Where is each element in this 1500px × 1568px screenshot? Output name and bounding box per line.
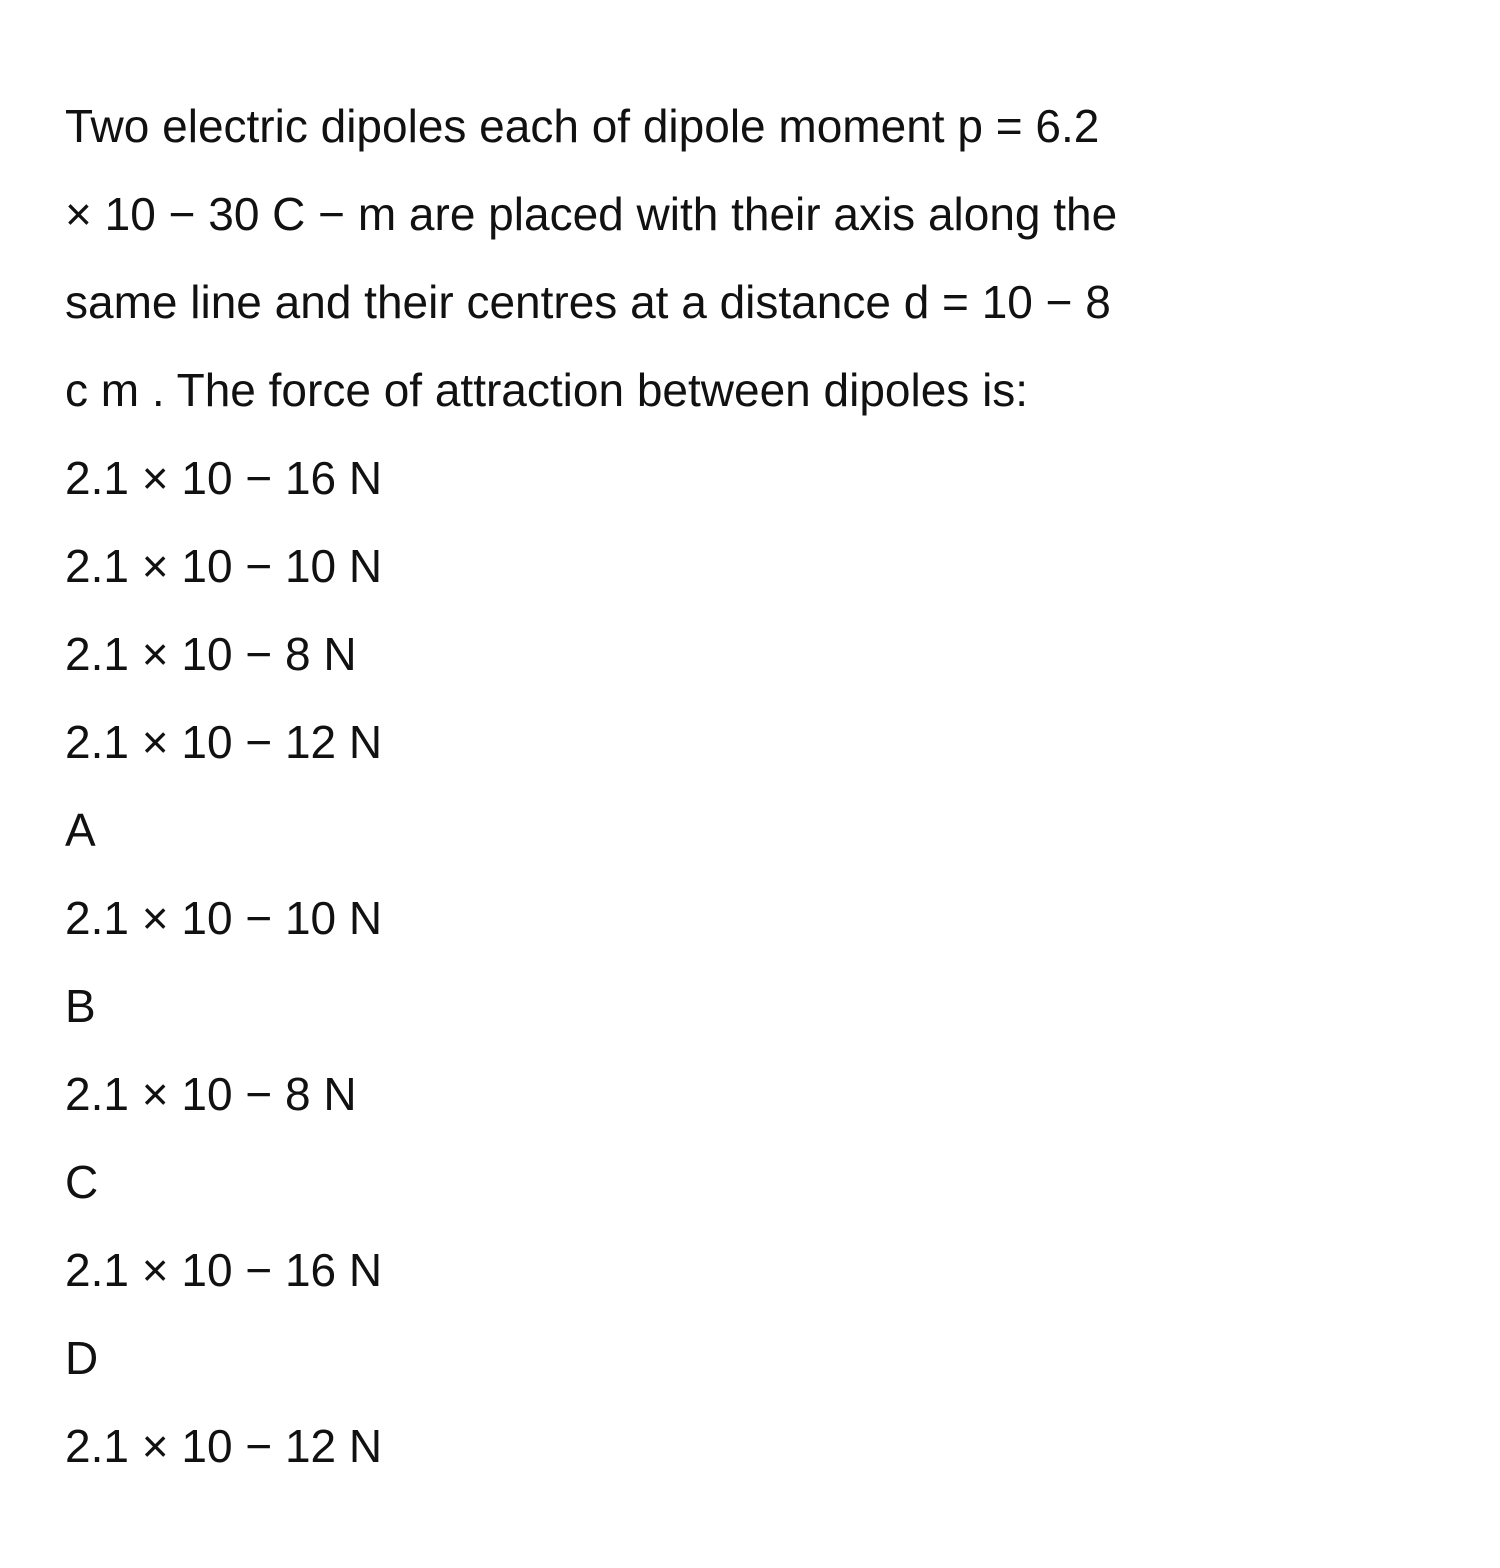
- option-list: [65, 434, 1445, 786]
- choice-letter: A: [65, 804, 96, 856]
- question-line: Two electric dipoles each of dipole moment p = 6.2: [65, 100, 1100, 152]
- option-item[interactable]: 2.1 × 10 − 12 N: [65, 716, 383, 768]
- choice-letter: B: [65, 980, 96, 1032]
- choice-a[interactable]: [65, 786, 1445, 962]
- choice-letter: D: [65, 1332, 99, 1384]
- question-card: [65, 82, 1445, 1490]
- choice-letter: C: [65, 1156, 99, 1208]
- choice-text: 2.1 × 10 − 16 N: [65, 1244, 383, 1296]
- option-item[interactable]: 2.1 × 10 − 16 N: [65, 452, 383, 504]
- choice-d[interactable]: [65, 1314, 1445, 1490]
- option-item[interactable]: 2.1 × 10 − 8 N: [65, 628, 357, 680]
- choice-b[interactable]: [65, 962, 1445, 1138]
- question-line: same line and their centres at a distance d = 10 − 8: [65, 276, 1111, 328]
- choice-text: 2.1 × 10 − 8 N: [65, 1068, 357, 1120]
- question-line: c m . The force of attraction between dipoles is:: [65, 364, 1029, 416]
- question-text: [65, 82, 1445, 434]
- choice-text: 2.1 × 10 − 12 N: [65, 1420, 383, 1472]
- question-line: × 10 − 30 C − m are placed with their axis along the: [65, 188, 1118, 240]
- option-item[interactable]: 2.1 × 10 − 10 N: [65, 540, 383, 592]
- choice-text: 2.1 × 10 − 10 N: [65, 892, 383, 944]
- choice-c[interactable]: [65, 1138, 1445, 1314]
- labeled-choices: [65, 786, 1445, 1490]
